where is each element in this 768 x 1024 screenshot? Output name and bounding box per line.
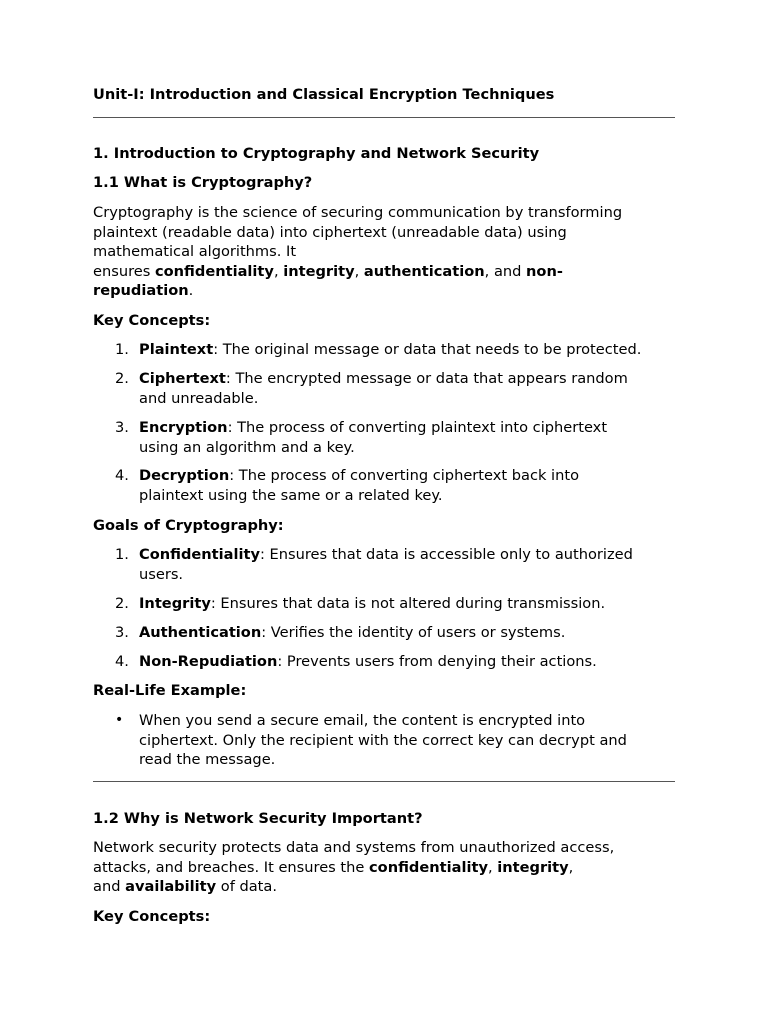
bold-term: Confidentiality — [139, 546, 260, 563]
list-number: 2. — [115, 370, 129, 387]
list-number: 1. — [115, 341, 129, 358]
list-number: 2. — [115, 595, 129, 612]
text-run: , and — [484, 262, 527, 280]
text-run: : The encrypted message or data that appears random — [225, 370, 628, 387]
section-1-1-heading: 1.1 What is Cryptography? — [93, 174, 313, 191]
text-run: , — [354, 262, 364, 280]
text-run: ensures — [93, 262, 155, 280]
paragraph-line: plaintext (readable data) into ciphertext (unreadable data) using — [93, 223, 567, 241]
text-run: , — [487, 858, 498, 876]
bold-term: integrity — [497, 858, 569, 876]
paragraph-line — [93, 858, 675, 878]
list-number: 3. — [115, 624, 129, 641]
text-run: users. — [139, 565, 184, 583]
goals-heading: Goals of Cryptography: — [93, 517, 284, 534]
bold-term: confidentiality — [369, 858, 488, 876]
bold-term: repudiation — [93, 282, 189, 300]
cryptography-definition-paragraph — [93, 203, 675, 301]
paragraph-line — [93, 877, 675, 897]
bold-term: Ciphertext — [139, 370, 226, 387]
key-concepts-heading-2: Key Concepts: — [93, 908, 211, 925]
bold-term: Non-Repudiation — [139, 653, 278, 670]
text-run: of data. — [216, 878, 277, 896]
key-concepts-heading: Key Concepts: — [93, 312, 211, 329]
document-title: Unit-I: Introduction and Classical Encryption Techniques — [93, 86, 555, 103]
list-number: 3. — [115, 419, 129, 436]
real-life-example-heading: Real-Life Example: — [93, 682, 247, 699]
text-run: plaintext using the same or a related key. — [139, 486, 443, 504]
bold-term: Encryption — [139, 419, 228, 436]
text-run: and unreadable. — [139, 389, 259, 407]
network-security-paragraph — [93, 838, 675, 897]
section-1-2-heading: 1.2 Why is Network Security Important? — [93, 810, 423, 827]
horizontal-divider — [93, 117, 675, 118]
text-run: and — [93, 878, 126, 896]
bold-term: authentication — [363, 262, 485, 280]
text-run: . — [188, 282, 194, 300]
bold-term: non- — [526, 262, 563, 280]
horizontal-divider — [93, 781, 675, 782]
text-run: : Ensures that data is not altered during transmission. — [210, 595, 606, 612]
bold-term: Decryption — [139, 467, 230, 484]
bold-term: confidentiality — [154, 262, 274, 280]
bold-term: Integrity — [139, 595, 211, 612]
text-run: : The process of converting plaintext into ciphertext — [227, 419, 608, 436]
text-run: , — [273, 262, 284, 280]
bullet-icon: • — [115, 712, 124, 728]
bold-term: Plaintext — [139, 341, 214, 358]
text-run: : Prevents users from denying their actions. — [277, 653, 597, 670]
text-run: : The process of converting ciphertext back into — [229, 467, 580, 484]
text-run: attacks, and breaches. It ensures the — [93, 858, 370, 876]
paragraph-line — [93, 262, 675, 282]
text-run: : Ensures that data is accessible only to authorized — [260, 546, 633, 563]
text-run: : The original message or data that needs to be protected. — [213, 341, 642, 358]
paragraph-line — [93, 281, 675, 301]
list-number: 4. — [115, 467, 129, 484]
text-run: When you send a secure email, the content is encrypted into — [139, 712, 586, 729]
list-number: 1. — [115, 546, 129, 563]
text-run: : Verifies the identity of users or systems. — [261, 624, 566, 641]
paragraph-line: Network security protects data and systems from unauthorized access, — [93, 839, 615, 856]
bold-term: availability — [125, 878, 217, 896]
list-number: 4. — [115, 653, 129, 670]
text-run: read the message. — [139, 751, 276, 769]
text-run: , — [568, 858, 574, 876]
text-run: using an algorithm and a key. — [139, 438, 355, 456]
section-1-heading: 1. Introduction to Cryptography and Network Security — [93, 145, 540, 162]
text-run: ciphertext. Only the recipient with the correct key can decrypt and — [139, 731, 627, 749]
paragraph-line: mathematical algorithms. It — [93, 243, 297, 261]
paragraph-line: Cryptography is the science of securing communication by transforming — [93, 204, 623, 221]
bold-term: integrity — [283, 262, 355, 280]
bold-term: Authentication — [139, 624, 262, 641]
